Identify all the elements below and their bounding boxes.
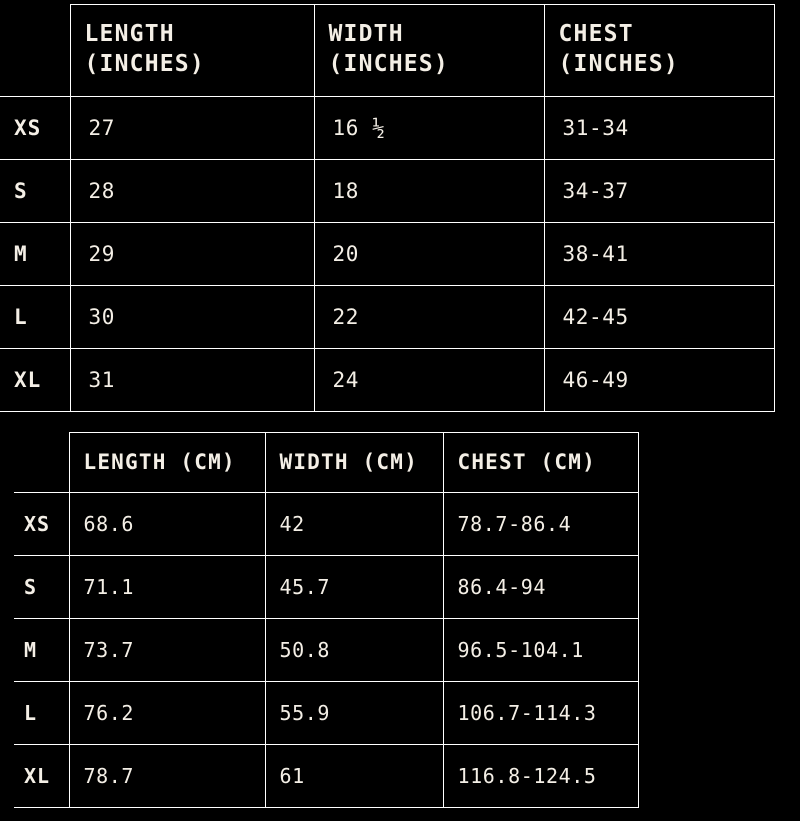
table-row — [0, 222, 774, 285]
row-size-label: XL — [14, 745, 69, 808]
table-header-inches — [0, 5, 774, 97]
cell-chest: 96.5-104.1 — [443, 619, 638, 682]
table-row — [0, 159, 774, 222]
corner-cell — [14, 433, 69, 493]
row-size-label: XL — [0, 348, 70, 411]
column-header-width: WIDTH (INCHES) — [314, 5, 544, 97]
table-row — [0, 285, 774, 348]
table-header-row — [0, 5, 774, 97]
cell-width: 50.8 — [265, 619, 443, 682]
cell-width: 55.9 — [265, 682, 443, 745]
row-size-label: XS — [14, 493, 69, 556]
row-size-label: M — [0, 222, 70, 285]
cell-chest: 86.4-94 — [443, 556, 638, 619]
cell-chest: 38-41 — [544, 222, 774, 285]
table-row — [14, 682, 638, 745]
cell-length: 31 — [70, 348, 314, 411]
table-row — [14, 556, 638, 619]
table-row — [0, 348, 774, 411]
table-row — [14, 493, 638, 556]
cell-width: 42 — [265, 493, 443, 556]
cell-width: 45.7 — [265, 556, 443, 619]
cell-chest: 116.8-124.5 — [443, 745, 638, 808]
table-body-cm — [14, 493, 638, 808]
table-row — [0, 96, 774, 159]
corner-cell — [0, 5, 70, 97]
size-chart-inches-table — [0, 4, 775, 412]
row-size-label: L — [0, 285, 70, 348]
cell-chest: 31-34 — [544, 96, 774, 159]
cell-chest: 78.7-86.4 — [443, 493, 638, 556]
table-row — [14, 619, 638, 682]
cell-width: 24 — [314, 348, 544, 411]
table-header-row — [14, 433, 638, 493]
row-size-label: XS — [0, 96, 70, 159]
cell-length: 71.1 — [69, 556, 265, 619]
column-header-chest: CHEST (CM) — [443, 433, 638, 493]
cell-length: 68.6 — [69, 493, 265, 556]
table-row — [14, 745, 638, 808]
cell-length: 76.2 — [69, 682, 265, 745]
cell-chest: 42-45 — [544, 285, 774, 348]
size-chart-cm-table — [14, 432, 639, 808]
cell-width: 61 — [265, 745, 443, 808]
cell-width: 18 — [314, 159, 544, 222]
row-size-label: S — [0, 159, 70, 222]
cell-length: 28 — [70, 159, 314, 222]
column-header-chest: CHEST (INCHES) — [544, 5, 774, 97]
cell-length: 29 — [70, 222, 314, 285]
row-size-label: M — [14, 619, 69, 682]
cell-length: 78.7 — [69, 745, 265, 808]
cell-chest: 46-49 — [544, 348, 774, 411]
row-size-label: S — [14, 556, 69, 619]
column-header-length: LENGTH (CM) — [69, 433, 265, 493]
column-header-length: LENGTH (INCHES) — [70, 5, 314, 97]
cell-chest: 34-37 — [544, 159, 774, 222]
column-header-width: WIDTH (CM) — [265, 433, 443, 493]
table-body-inches — [0, 96, 774, 411]
table-header-cm — [14, 433, 638, 493]
cell-chest: 106.7-114.3 — [443, 682, 638, 745]
cell-width: 16 ½ — [314, 96, 544, 159]
cell-width: 22 — [314, 285, 544, 348]
cell-width: 20 — [314, 222, 544, 285]
cell-length: 27 — [70, 96, 314, 159]
cell-length: 73.7 — [69, 619, 265, 682]
cell-length: 30 — [70, 285, 314, 348]
row-size-label: L — [14, 682, 69, 745]
